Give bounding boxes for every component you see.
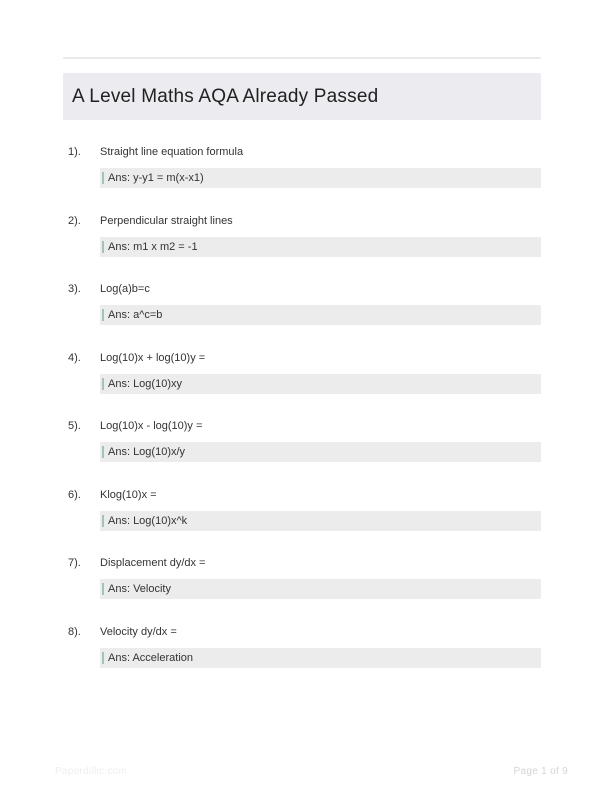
question-text: Log(10)x + log(10)y =: [100, 351, 206, 364]
question-row: [63, 625, 541, 640]
question-row: [63, 145, 541, 160]
question-text: Log(10)x - log(10)y =: [100, 420, 203, 432]
watermark-text: Paperdillic.com: [55, 766, 128, 777]
question-block: [63, 625, 541, 668]
question-text: Straight line equation formula: [100, 146, 244, 158]
question-row: [63, 214, 541, 229]
answer-box: [100, 511, 541, 531]
answer-cursor-tick: [102, 515, 104, 527]
question-number: 6).: [68, 488, 81, 501]
answer-text: Ans: Log(10)x/y: [108, 446, 186, 458]
question-number: 5).: [68, 420, 81, 432]
question-block: [63, 556, 541, 599]
answer-box: [100, 237, 541, 257]
answer-cursor-tick: [102, 446, 104, 458]
answer-text: Ans: m1 x m2 = -1: [108, 240, 198, 253]
question-text: Displacement dy/dx =: [100, 557, 206, 569]
answer-cursor-tick: [102, 309, 104, 321]
answer-text: Ans: y-y1 = m(x-x1): [108, 172, 204, 184]
question-text: Perpendicular straight lines: [100, 214, 233, 227]
page-title: A Level Maths AQA Already Passed: [72, 85, 379, 107]
question-block: [63, 214, 541, 257]
answer-box: [100, 374, 541, 394]
question-block: [63, 488, 541, 531]
question-row: [63, 282, 541, 297]
answer-text: Ans: a^c=b: [108, 309, 163, 321]
header-divider: [63, 57, 541, 59]
answer-text: Ans: Log(10)xy: [108, 377, 182, 390]
answer-cursor-tick: [102, 583, 104, 595]
answer-cursor-tick: [102, 652, 104, 664]
question-number: 8).: [68, 625, 81, 638]
question-list: [63, 145, 541, 693]
question-row: [63, 419, 541, 434]
answer-text: Ans: Log(10)x^k: [108, 514, 188, 527]
question-block: [63, 351, 541, 394]
answer-text: Ans: Velocity: [108, 583, 171, 595]
question-number: 2).: [68, 214, 81, 227]
question-text: Klog(10)x =: [100, 488, 157, 501]
answer-cursor-tick: [102, 241, 104, 253]
answer-cursor-tick: [102, 172, 104, 184]
question-row: [63, 351, 541, 366]
answer-box: [100, 579, 541, 599]
question-block: [63, 145, 541, 188]
question-block: [63, 419, 541, 462]
answer-box: [100, 305, 541, 325]
question-number: 7).: [68, 557, 81, 569]
question-text: Log(a)b=c: [100, 283, 150, 295]
answer-box: [100, 168, 541, 188]
question-block: [63, 282, 541, 325]
answer-cursor-tick: [102, 378, 104, 390]
question-row: [63, 488, 541, 503]
answer-text: Ans: Acceleration: [108, 651, 193, 664]
question-text: Velocity dy/dx =: [100, 625, 177, 638]
question-number: 4).: [68, 351, 81, 364]
answer-box: [100, 442, 541, 462]
question-number: 3).: [68, 283, 81, 295]
question-row: [63, 556, 541, 571]
answer-box: [100, 648, 541, 668]
page-indicator: Page 1 of 9: [513, 766, 568, 777]
title-banner: [63, 73, 541, 120]
question-number: 1).: [68, 146, 81, 158]
